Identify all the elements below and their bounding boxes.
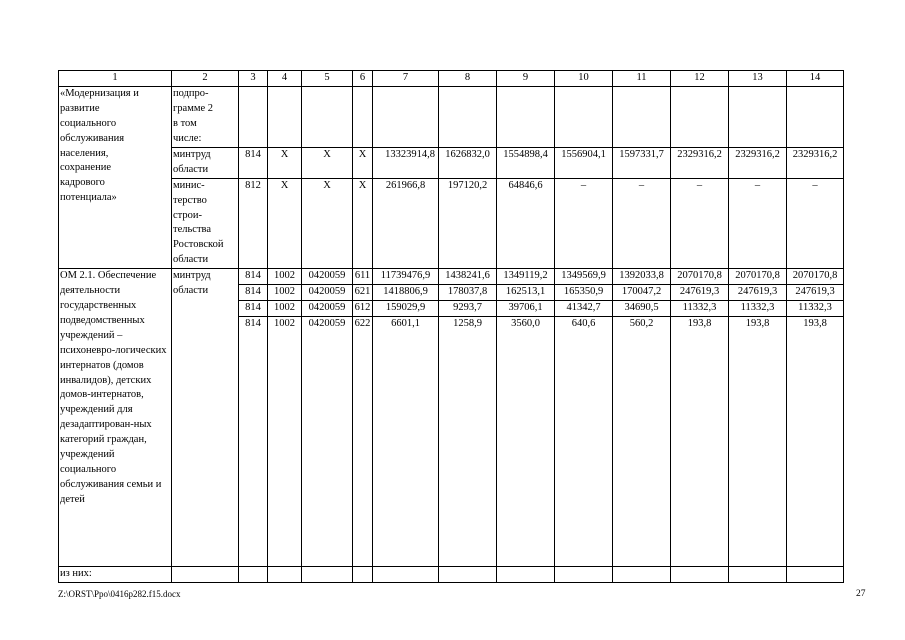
table-cell: 247619,3 <box>729 285 787 301</box>
table-cell: 814 <box>239 316 268 566</box>
col-header: 14 <box>787 71 844 87</box>
footer-file-path: Z:\ORST\Ppo\0416p282.f15.docx <box>58 589 181 599</box>
table-cell: 6601,1 <box>373 316 439 566</box>
empty-cell <box>613 566 671 582</box>
executor-cell: минис-терство строи-тельства Ростовской области <box>172 178 239 268</box>
empty-cell <box>239 566 268 582</box>
table-row <box>59 86 844 147</box>
executor-cell: минтруд области <box>172 147 239 178</box>
col-header: 11 <box>613 71 671 87</box>
table-cell: – <box>555 178 613 268</box>
table-cell: 0420059 <box>302 300 353 316</box>
empty-cell <box>353 566 373 582</box>
empty-cell <box>172 566 239 582</box>
table-cell: 0420059 <box>302 285 353 301</box>
table-cell: 193,8 <box>787 316 844 566</box>
table-cell: 193,8 <box>671 316 729 566</box>
table-cell: 1392033,8 <box>613 269 671 285</box>
col-header: 3 <box>239 71 268 87</box>
col-header: 2 <box>172 71 239 87</box>
table-cell: 2070170,8 <box>787 269 844 285</box>
empty-cell <box>302 86 353 147</box>
col-header: 4 <box>268 71 302 87</box>
table-row <box>59 178 844 268</box>
table-cell: 812 <box>239 178 268 268</box>
table-cell: 2329316,2 <box>787 147 844 178</box>
empty-cell <box>555 86 613 147</box>
table-cell: 1597331,7 <box>613 147 671 178</box>
table-cell: 64846,6 <box>497 178 555 268</box>
table-cell: – <box>613 178 671 268</box>
table-cell: 611 <box>353 269 373 285</box>
col-header: 10 <box>555 71 613 87</box>
page-number: 27 <box>856 589 866 599</box>
table-cell: 34690,5 <box>613 300 671 316</box>
empty-cell <box>671 86 729 147</box>
col-header: 5 <box>302 71 353 87</box>
col-header: 7 <box>373 71 439 87</box>
table-cell: 814 <box>239 285 268 301</box>
empty-cell <box>787 566 844 582</box>
table-cell: 814 <box>239 269 268 285</box>
table-cell: 11332,3 <box>787 300 844 316</box>
table-cell: 162513,1 <box>497 285 555 301</box>
table-cell: 621 <box>353 285 373 301</box>
table-cell: 2329316,2 <box>729 147 787 178</box>
budget-table <box>58 70 844 583</box>
om-name-cell: ОМ 2.1. Обеспечение деятельности государственных подведомственных учреждений – психоневро-логических интернатов (домов инвалидов), детских домов-интернатов, учреждений для дезадаптирован-ных категорий граждан, учреждений социального обслуживания семьи и детей <box>59 269 172 567</box>
table-cell: 622 <box>353 316 373 566</box>
table-cell: 0420059 <box>302 269 353 285</box>
empty-cell <box>439 566 497 582</box>
table-row <box>59 269 844 285</box>
table-cell: 640,6 <box>555 316 613 566</box>
table-row <box>59 147 844 178</box>
om-executor-cell: минтруд области <box>172 269 239 567</box>
table-cell: Х <box>268 147 302 178</box>
table-cell: 1002 <box>268 300 302 316</box>
empty-cell <box>497 566 555 582</box>
table-cell: 1626832,0 <box>439 147 497 178</box>
table-cell: 1002 <box>268 316 302 566</box>
table-cell: – <box>671 178 729 268</box>
table-cell: 1258,9 <box>439 316 497 566</box>
table-cell: 1002 <box>268 269 302 285</box>
table-cell: 1556904,1 <box>555 147 613 178</box>
col-header: 8 <box>439 71 497 87</box>
table-cell: 11332,3 <box>671 300 729 316</box>
empty-cell <box>239 86 268 147</box>
empty-cell <box>439 86 497 147</box>
table-cell: 1349569,9 <box>555 269 613 285</box>
table-cell: 11332,3 <box>729 300 787 316</box>
table-cell: 1002 <box>268 285 302 301</box>
table-cell: – <box>787 178 844 268</box>
table-cell: 1554898,4 <box>497 147 555 178</box>
table-cell: 3560,0 <box>497 316 555 566</box>
empty-cell <box>302 566 353 582</box>
table-cell: 11739476,9 <box>373 269 439 285</box>
table-cell: Х <box>268 178 302 268</box>
empty-cell <box>613 86 671 147</box>
empty-cell <box>268 86 302 147</box>
table-cell: 178037,8 <box>439 285 497 301</box>
col-header: 13 <box>729 71 787 87</box>
subtotal-label-cell: из них: <box>59 566 172 582</box>
table-cell: 560,2 <box>613 316 671 566</box>
table-cell: 197120,2 <box>439 178 497 268</box>
header-row <box>59 71 844 87</box>
empty-cell <box>555 566 613 582</box>
table-cell: 2070170,8 <box>671 269 729 285</box>
table-cell: 814 <box>239 147 268 178</box>
table-cell: 39706,1 <box>497 300 555 316</box>
table-cell: 1438241,6 <box>439 269 497 285</box>
empty-cell <box>353 86 373 147</box>
col-header: 1 <box>59 71 172 87</box>
table-cell: 41342,7 <box>555 300 613 316</box>
table-cell: Х <box>302 178 353 268</box>
table-cell: 814 <box>239 300 268 316</box>
table-cell: Х <box>353 178 373 268</box>
table-cell: 612 <box>353 300 373 316</box>
table-cell: 261966,8 <box>373 178 439 268</box>
table-cell: 165350,9 <box>555 285 613 301</box>
table-cell: 159029,9 <box>373 300 439 316</box>
table-cell: Х <box>302 147 353 178</box>
table-cell: 9293,7 <box>439 300 497 316</box>
table-row <box>59 566 844 582</box>
empty-cell <box>787 86 844 147</box>
table-cell: 170047,2 <box>613 285 671 301</box>
table-cell: 247619,3 <box>671 285 729 301</box>
col-header: 6 <box>353 71 373 87</box>
empty-cell <box>671 566 729 582</box>
col-header: 9 <box>497 71 555 87</box>
table-cell: 247619,3 <box>787 285 844 301</box>
table-cell: 193,8 <box>729 316 787 566</box>
table-cell: 1418806,9 <box>373 285 439 301</box>
table-cell: Х <box>353 147 373 178</box>
table-cell: – <box>729 178 787 268</box>
table-cell: 13323914,8 <box>373 147 439 178</box>
empty-cell <box>497 86 555 147</box>
table-cell: 2070170,8 <box>729 269 787 285</box>
table-cell: 2329316,2 <box>671 147 729 178</box>
subprogram-label-cell: подпро-грамме 2 в том числе: <box>172 86 239 147</box>
empty-cell <box>729 566 787 582</box>
program-name-cell: «Модернизация и развитие социального обслуживания населения, сохранение кадрового потенциала» <box>59 86 172 268</box>
table-cell: 1349119,2 <box>497 269 555 285</box>
table-cell: 0420059 <box>302 316 353 566</box>
empty-cell <box>373 86 439 147</box>
empty-cell <box>268 566 302 582</box>
col-header: 12 <box>671 71 729 87</box>
empty-cell <box>373 566 439 582</box>
empty-cell <box>729 86 787 147</box>
